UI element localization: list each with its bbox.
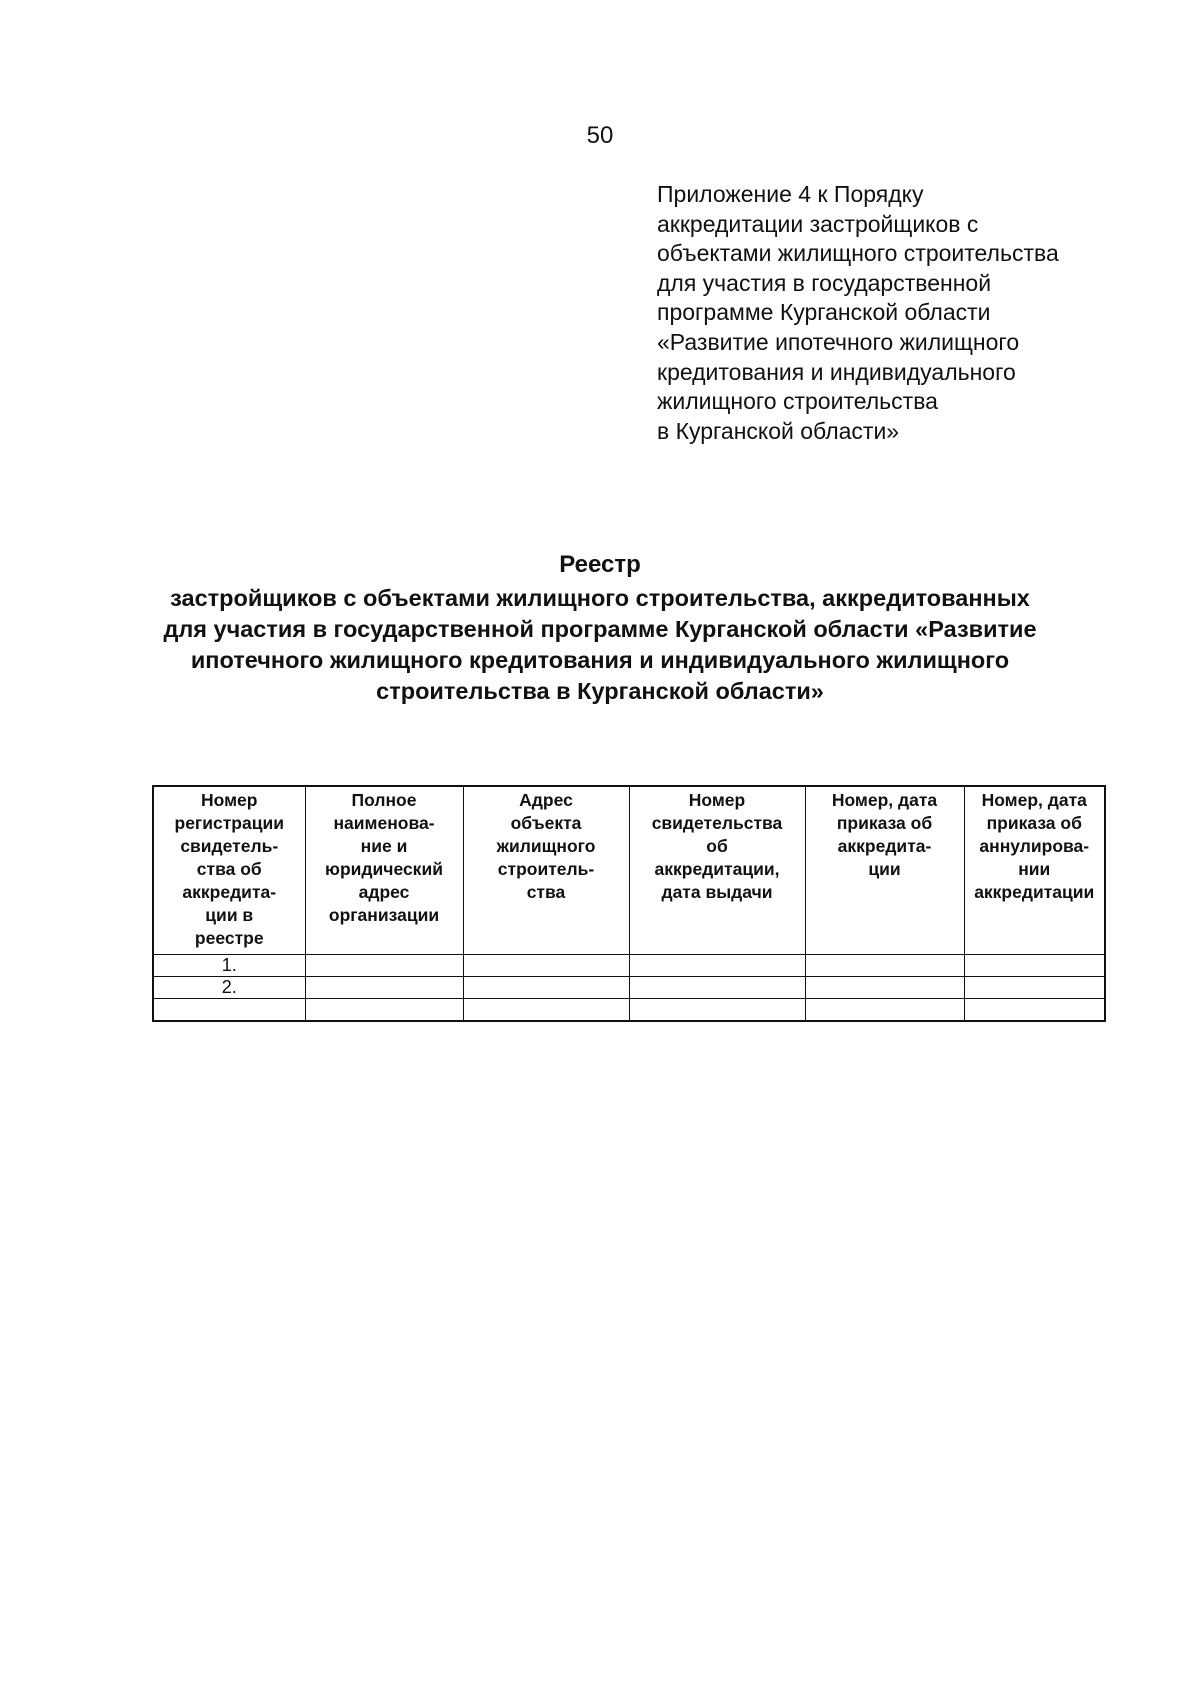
table-cell [463,977,629,999]
table-row [153,955,1105,977]
table-cell [305,955,463,977]
table-row [153,999,1105,1022]
appendix-line: программе Курганской области [657,299,991,326]
heading-line: ипотечного жилищного кредитования и индивидуального жилищного [190,647,1010,673]
table-cell [629,999,805,1022]
column-header-object-address: Адрес объекта жилищного строитель- ства [463,786,629,955]
table-cell [805,999,964,1022]
appendix-line: в Курганской области» [657,417,900,444]
table-cell [629,977,805,999]
column-header-organization-name: Полное наименова- ние и юридический адрес организации [305,786,463,955]
table-cell [964,999,1105,1022]
appendix-note [657,180,1177,446]
table-cell [305,977,463,999]
page-number: 50 [586,122,614,149]
appendix-line: объектами жилищного строительства [657,240,1059,267]
registry-table [152,785,1106,1022]
appendix-line: аккредитации застройщиков с [657,210,979,237]
table-cell [629,955,805,977]
table-cell [964,977,1105,999]
table-cell [805,977,964,999]
table-cell [964,955,1105,977]
table-cell: 1. [153,955,305,977]
table-row [153,977,1105,999]
column-header-accreditation-order: Номер, дата приказа об аккредита- ции [805,786,964,955]
column-header-registration-number: Номер регистрации свидетель- ства об аккредита- ции в реестре [153,786,305,955]
table-cell [463,955,629,977]
column-header-annulment-order: Номер, дата приказа об аннулирова- нии аккредитации [964,786,1105,955]
table-header-row [153,786,1105,955]
appendix-line: для участия в государственной [657,269,992,296]
column-header-certificate-number: Номер свидетельства об аккредитации, дата выдачи [629,786,805,955]
table-cell [153,999,305,1022]
heading-line: застройщиков с объектами жилищного строительства, аккредитованных [170,585,1030,611]
table-cell [463,999,629,1022]
appendix-line: жилищного строительства [657,388,938,415]
table-cell [305,999,463,1022]
document-heading [100,550,1100,707]
heading-line: строительства в Курганской области» [376,678,824,704]
table-cell [805,955,964,977]
appendix-line: Приложение 4 к Порядку [657,181,924,207]
appendix-line: кредитования и индивидуального [657,358,1016,385]
heading-line: для участия в государственной программе Курганской области «Развитие [163,616,1037,642]
document-title: Реестр [559,551,641,578]
table-cell: 2. [153,977,305,999]
appendix-line: «Развитие ипотечного жилищного [657,328,1020,355]
